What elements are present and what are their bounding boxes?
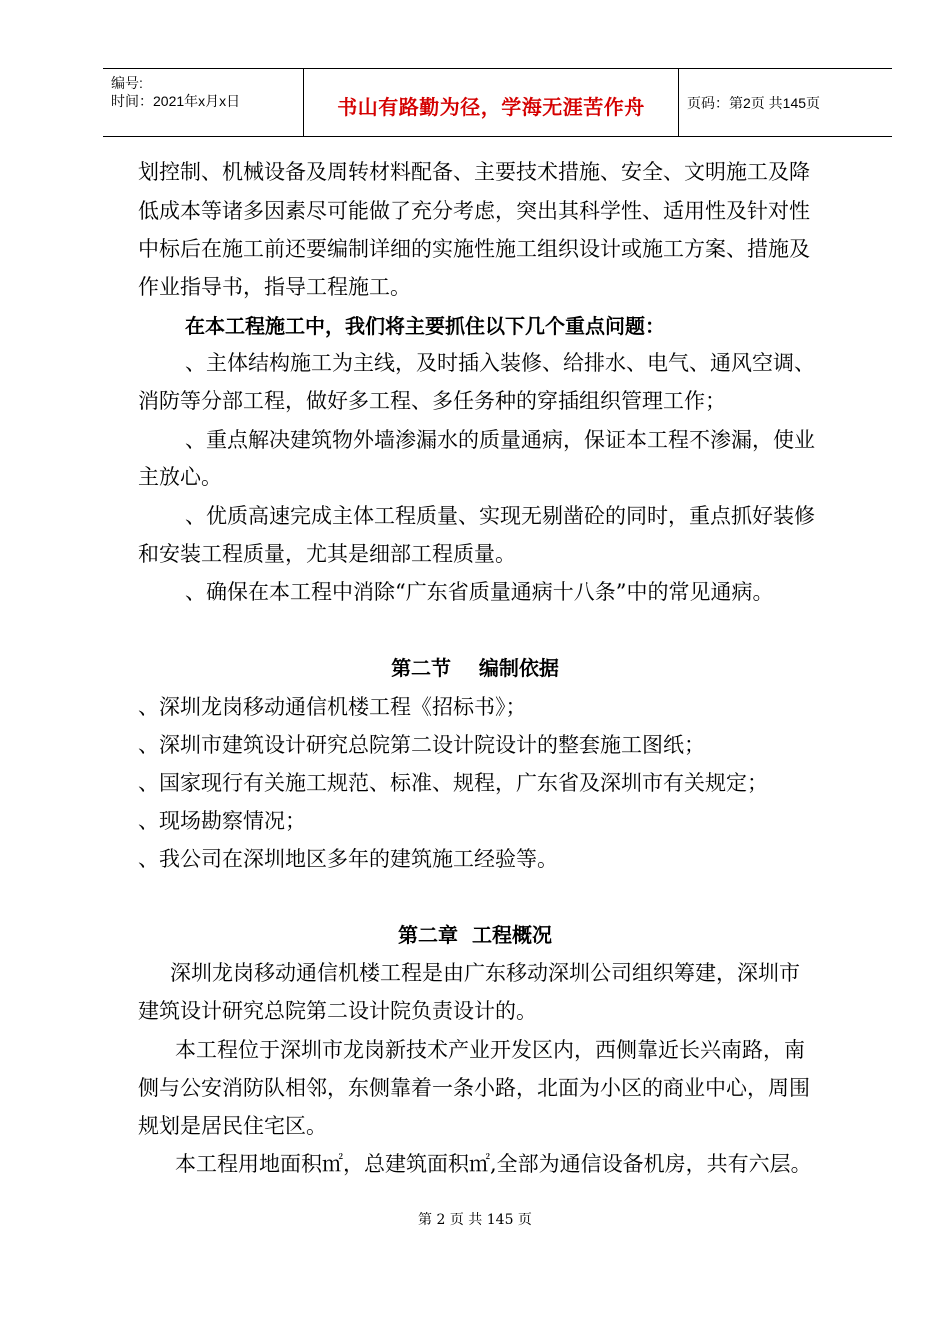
point-line: 主放心。: [138, 465, 222, 489]
section-title: 第二节 编制依据: [391, 656, 559, 680]
basis-item: 、我公司在深圳地区多年的建筑施工经验等。: [138, 847, 558, 871]
basis-item: 、现场勘察情况；: [138, 809, 306, 833]
page-footer: 第 2 页 共 145 页: [418, 1212, 532, 1228]
document-header: [103, 68, 892, 137]
paragraph-line: 本工程用地面积㎡，总建筑面积㎡,全部为通信设备机房，共有六层。: [175, 1152, 812, 1176]
basis-item: 、深圳市建筑设计研究总院第二设计院设计的整套施工图纸；: [138, 733, 705, 757]
point-line: 和安装工程质量，尤其是细部工程质量。: [138, 542, 516, 566]
header-page-cell: [679, 69, 892, 136]
motto: 书山有路勤为径，学海无涯苦作舟: [337, 95, 645, 119]
time-label: 时间：2021年x月x日: [111, 93, 241, 109]
paragraph-line: 划控制、机械设备及周转材料配备、主要技术措施、安全、文明施工及降: [138, 160, 810, 184]
number-label: 编号:: [111, 75, 143, 91]
paragraph-line: 深圳龙岗移动通信机楼工程是由广东移动深圳公司组织筹建，深圳市: [170, 961, 800, 985]
paragraph-line: 低成本等诸多因素尽可能做了充分考虑，突出其科学性、适用性及针对性: [138, 199, 810, 223]
paragraph-line: 侧与公安消防队相邻，东侧靠着一条小路，北面为小区的商业中心，周围: [138, 1076, 810, 1100]
paragraph-line: 本工程位于深圳市龙岗新技术产业开发区内，西侧靠近长兴南路，南: [175, 1038, 805, 1062]
header-meta-cell: [103, 69, 304, 136]
point-line: 消防等分部工程，做好多工程、多任务种的穿插组织管理工作；: [138, 389, 726, 413]
point-line: 、优质高速完成主体工程质量、实现无剔凿砼的同时，重点抓好装修: [185, 504, 815, 528]
paragraph-line: 建筑设计研究总院第二设计院负责设计的。: [138, 999, 537, 1023]
chapter-title: 第二章 工程概况: [398, 923, 552, 947]
point-line: 、主体结构施工为主线，及时插入装修、给排水、电气、通风空调、: [185, 351, 815, 375]
basis-item: 、深圳龙岗移动通信机楼工程《招标书》；: [138, 695, 527, 719]
point-line: 、确保在本工程中消除“广东省质量通病十八条”中的常见通病。: [185, 580, 774, 604]
paragraph-line: 作业指导书，指导工程施工。: [138, 275, 411, 299]
header-motto-cell: [304, 69, 679, 136]
paragraph-line: 规划是居民住宅区。: [138, 1114, 327, 1138]
paragraph-line: 中标后在施工前还要编制详细的实施性施工组织设计或施工方案、措施及: [138, 237, 810, 261]
page-info: 页码：第2页 共145页: [687, 95, 821, 111]
point-line: 、重点解决建筑物外墙渗漏水的质量通病，保证本工程不渗漏，使业: [185, 428, 815, 452]
basis-item: 、国家现行有关施工规范、标准、规程，广东省及深圳市有关规定；: [138, 771, 768, 795]
key-points-heading: 在本工程施工中，我们将主要抓住以下几个重点问题：: [185, 314, 665, 338]
